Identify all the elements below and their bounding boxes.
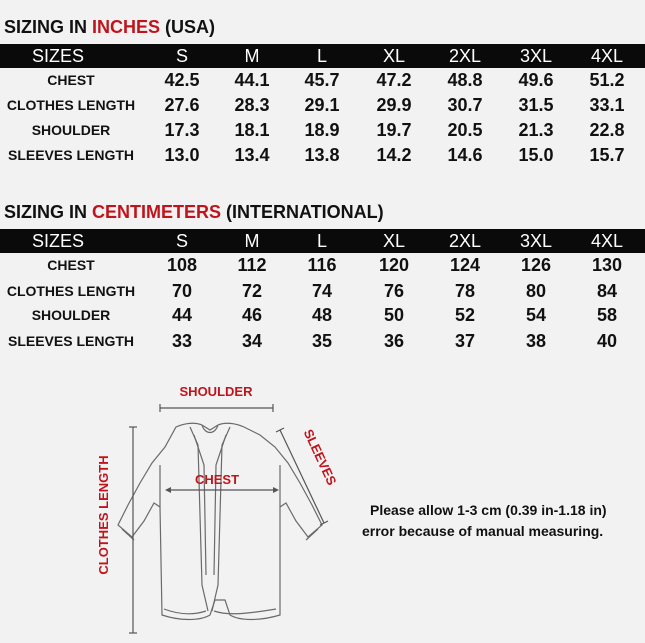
size-m-header: M (244, 231, 260, 251)
cell: 47.2 (376, 70, 412, 90)
cell: 130 (591, 255, 623, 275)
size-xl-header: XL (382, 231, 406, 251)
shoulder-label: SHOULDER (179, 384, 253, 399)
cell: 18.1 (234, 120, 270, 140)
size-s-header: S (175, 231, 188, 251)
table-row (0, 303, 645, 328)
row-label: CLOTHES LENGTH (6, 97, 136, 113)
size-4xl-header: 4XL (590, 46, 624, 66)
cell: 29.9 (376, 95, 412, 115)
measurement-note (362, 500, 642, 542)
row-label: SHOULDER (31, 122, 111, 138)
cell: 124 (449, 255, 481, 275)
cell: 33.1 (589, 95, 625, 115)
cell: 28.3 (234, 95, 270, 115)
table-row (0, 279, 645, 304)
cell: 84 (596, 281, 618, 301)
cell: 34 (241, 331, 263, 351)
row-label: SLEEVES LENGTH (7, 147, 135, 163)
sizes-header: SIZES (31, 231, 84, 251)
cell: 116 (307, 255, 337, 275)
cell: 54 (525, 305, 547, 325)
size-4xl-header: 4XL (590, 231, 624, 251)
cell: 80 (525, 281, 547, 301)
cell: 76 (383, 281, 405, 301)
size-l-header: L (316, 231, 327, 251)
cell: 45.7 (304, 70, 340, 90)
size-3xl-header: 3XL (519, 46, 553, 66)
inches-header-row (0, 44, 645, 68)
cell: 44 (171, 305, 193, 325)
cell: 40 (596, 331, 618, 351)
cell: 72 (241, 281, 263, 301)
cell: 37 (454, 331, 476, 351)
cell: 19.7 (376, 120, 412, 140)
cell: 13.4 (234, 145, 270, 165)
table-row (0, 93, 645, 118)
cell: 126 (520, 255, 552, 275)
size-2xl-header: 2XL (448, 231, 482, 251)
cell: 14.6 (447, 145, 483, 165)
size-l-header: L (316, 46, 327, 66)
row-label: CHEST (47, 257, 95, 273)
size-xl-header: XL (382, 46, 406, 66)
row-label: SHOULDER (31, 307, 111, 323)
centimeters-header-row (0, 229, 645, 253)
inches-highlight: INCHES (92, 17, 161, 37)
chest-label: CHEST (194, 472, 240, 487)
cell: 17.3 (164, 120, 200, 140)
cell: 58 (596, 305, 618, 325)
sleeves-label: SLEEVES (300, 426, 340, 488)
cell: 30.7 (447, 95, 483, 115)
cell: 22.8 (589, 120, 625, 140)
kimono-cardigan-icon (118, 423, 322, 619)
size-2xl-header: 2XL (448, 46, 482, 66)
note-line-2: error because of manual measuring. (362, 523, 604, 539)
cell: 51.2 (589, 70, 625, 90)
cell: 15.7 (589, 145, 625, 165)
cell: 50 (383, 305, 405, 325)
cell: 13.0 (164, 145, 200, 165)
cell: 52 (454, 305, 476, 325)
garment-measurement-diagram (90, 375, 350, 640)
cell: 38 (525, 331, 547, 351)
cell: 42.5 (164, 70, 200, 90)
size-m-header: M (244, 46, 260, 66)
row-label: CLOTHES LENGTH (6, 283, 136, 299)
centimeters-highlight: CENTIMETERS (92, 202, 222, 222)
table-row (0, 329, 645, 354)
cell: 35 (311, 331, 333, 351)
cell: 70 (171, 281, 193, 301)
cell: 112 (237, 255, 267, 275)
cell: 49.6 (518, 70, 554, 90)
cell: 78 (454, 281, 476, 301)
note-line-1: Please allow 1-3 cm (0.39 in-1.18 in) (370, 502, 607, 518)
cell: 74 (311, 281, 333, 301)
cell: 44.1 (234, 70, 270, 90)
table-row (0, 118, 645, 143)
cell: 48 (311, 305, 333, 325)
cell: 27.6 (164, 95, 200, 115)
cell: 21.3 (518, 120, 554, 140)
cell: 13.8 (304, 145, 340, 165)
row-label: CHEST (47, 72, 95, 88)
cell: 46 (241, 305, 263, 325)
centimeters-section-title: SIZING IN CENTIMETERS (INTERNATIONAL) (4, 202, 384, 222)
clothes-length-label: CLOTHES LENGTH (96, 455, 111, 575)
cell: 15.0 (518, 145, 554, 165)
cell: 33 (171, 331, 193, 351)
sizes-header: SIZES (31, 46, 84, 66)
cell: 29.1 (304, 95, 340, 115)
cell: 20.5 (447, 120, 483, 140)
size-s-header: S (175, 46, 188, 66)
table-row (0, 68, 645, 93)
inches-section-title: SIZING IN INCHES (USA) (4, 17, 216, 37)
cell: 14.2 (376, 145, 412, 165)
cell: 120 (378, 255, 410, 275)
cell: 18.9 (304, 120, 340, 140)
table-row (0, 253, 645, 278)
cell: 48.8 (447, 70, 483, 90)
size-3xl-header: 3XL (519, 231, 553, 251)
cell: 108 (166, 255, 198, 275)
row-label: SLEEVES LENGTH (7, 333, 135, 349)
table-row (0, 143, 645, 168)
cell: 31.5 (518, 95, 554, 115)
cell: 36 (383, 331, 405, 351)
